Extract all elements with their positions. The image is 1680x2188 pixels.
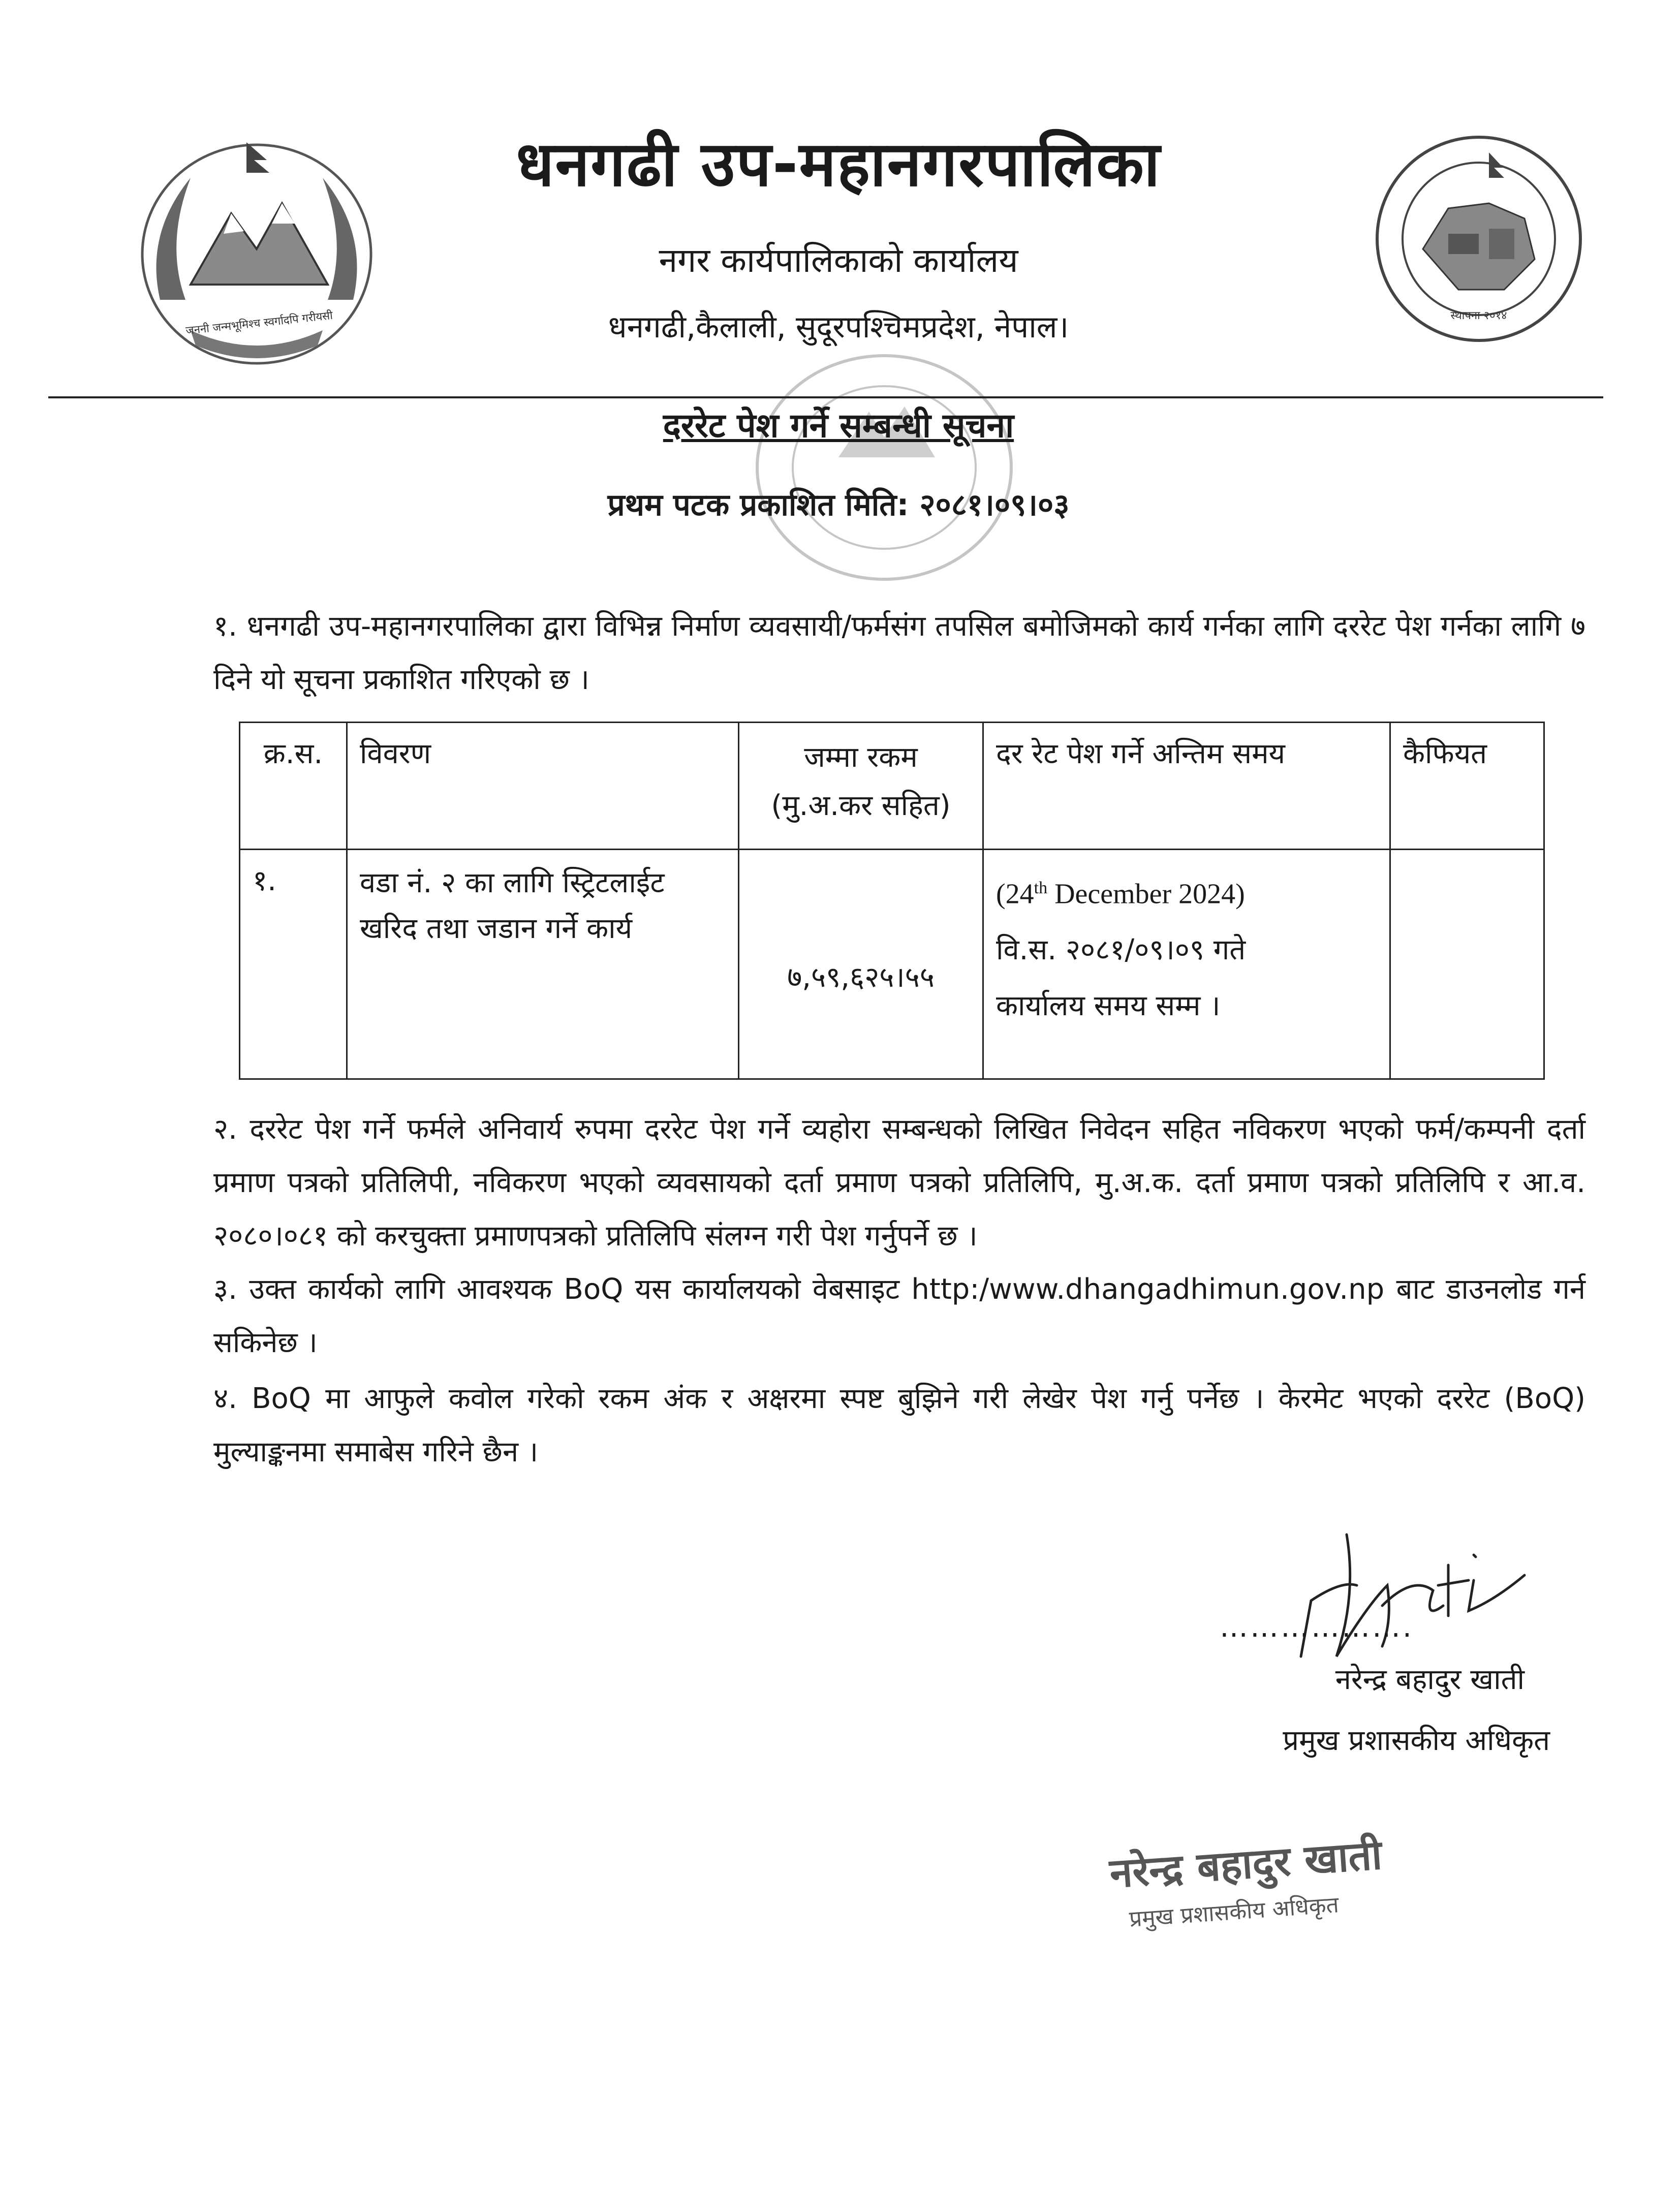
table-header-row	[240, 723, 1544, 850]
table-row	[240, 850, 1544, 1079]
notice-title-text: दररेट पेश गर्ने सम्बन्धी सूचना	[663, 406, 1014, 445]
deadline-english-post: December 2024)	[1047, 878, 1245, 910]
signer-name: नरेन्द्र बहादुर खाती	[1335, 1663, 1525, 1696]
deadline-time: कार्यालय समय सम्म ।	[996, 989, 1221, 1022]
published-date: प्रथम पटक प्रकाशित मिति: २०८१।०९।०३	[607, 487, 1070, 523]
nepal-emblem-icon	[130, 132, 384, 371]
seal-year: स्थापना २०१४	[1450, 309, 1507, 322]
signature-line: ……………….	[1220, 1611, 1414, 1644]
tender-table	[239, 722, 1545, 1080]
col-header-amount-line1: जम्मा रकम	[804, 741, 918, 774]
header-divider	[48, 396, 1603, 398]
col-header-remarks: कैफियत	[1390, 723, 1544, 850]
col-header-amount-line2: (मु.अ.कर सहित)	[771, 789, 951, 822]
cell-sn: १.	[240, 850, 347, 1079]
col-header-description: विवरण	[347, 723, 739, 850]
office-round-stamp-icon	[752, 351, 1016, 584]
deadline-english-pre: (24	[996, 878, 1034, 910]
cell-deadline	[983, 850, 1390, 1079]
officer-rubber-stamp	[1108, 1831, 1494, 1977]
office-address: धनगढी,कैलाली, सुदूरपश्चिमप्रदेश, नेपाल।	[608, 309, 1069, 345]
stamp-name: नरेन्द्र बहादुर खाती	[1108, 1831, 1384, 1897]
office-subtitle: नगर कार्यपालिकाको कार्यालय	[659, 241, 1018, 280]
office-name: धनगढी उप-महानगरपालिका	[516, 128, 1161, 200]
emblem-caption: जननी जन्मभूमिश्च स्वर्गादपि गरीयसी	[185, 309, 334, 338]
signer-title: प्रमुख प्रशासकीय अधिकृत	[1283, 1724, 1550, 1757]
paragraph-4: ४. BoQ मा आफुले कवोल गरेको रकम अंक र अक्षरमा स्पष्ट बुझिने गरी लेखेर पेश गर्नु पर्नेछ । केरमेट भएको दररेट (BoQ) मुल्याङ्कनमा समाबेस गरिने छैन ।	[213, 1382, 1585, 1468]
col-header-sn: क्र.स.	[240, 723, 347, 850]
col-header-deadline: दर रेट पेश गर्ने अन्तिम समय	[983, 723, 1390, 850]
paragraph-2: २. दररेट पेश गर्ने फर्मले अनिवार्य रुपमा दररेट पेश गर्ने व्यहोरा सम्बन्धको लिखित निवेदन सहित नविकरण भएको फर्म/कम्पनी दर्ता प्रमाण पत्रको प्रतिलिपी, नविकरण भएको व्यवसायको दर्ता प्रमाण पत्रको प्रतिलिपि, मु.अ.क. दर्ता प्रमाण पत्रको प्रतिलिपि र आ.व. २०८०।०८१ को करचुक्ता प्रमाणपत्रको प्रतिलिपि संलग्न गरी पेश गर्नुपर्ने छ ।	[213, 1113, 1585, 1253]
stamp-title: प्रमुख प्रशासकीय अधिकृत	[1128, 1892, 1340, 1932]
col-header-amount	[739, 723, 983, 850]
notice-title	[457, 401, 1220, 447]
cell-remarks	[1390, 850, 1544, 1079]
paragraph-3: ३. उक्त कार्यको लागि आवश्यक BoQ यस कार्यालयको वेबसाइट http:/www.dhangadhimun.gov.np बाट डाउनलोड गर्न सकिनेछ ।	[213, 1273, 1585, 1359]
deadline-english-sup: th	[1034, 879, 1048, 897]
deadline-nepali-date: वि.स. २०८१/०९।०९ गते	[996, 933, 1246, 966]
paragraph-1: १. धनगढी उप-महानगरपालिका द्वारा विभिन्न निर्माण व्यवसायी/फर्मसंग तपसिल बमोजिमको कार्य गर्नका लागि दररेट पेश गर्नका लागि ७ दिने यो सूचना प्रकाशित गरिएको छ ।	[213, 610, 1585, 696]
cell-amount: ७,५९,६२५।५५	[739, 850, 983, 1079]
cell-description: वडा नं. २ का लागि स्ट्रिटलाईट खरिद तथा जडान गर्ने कार्य	[347, 850, 739, 1079]
